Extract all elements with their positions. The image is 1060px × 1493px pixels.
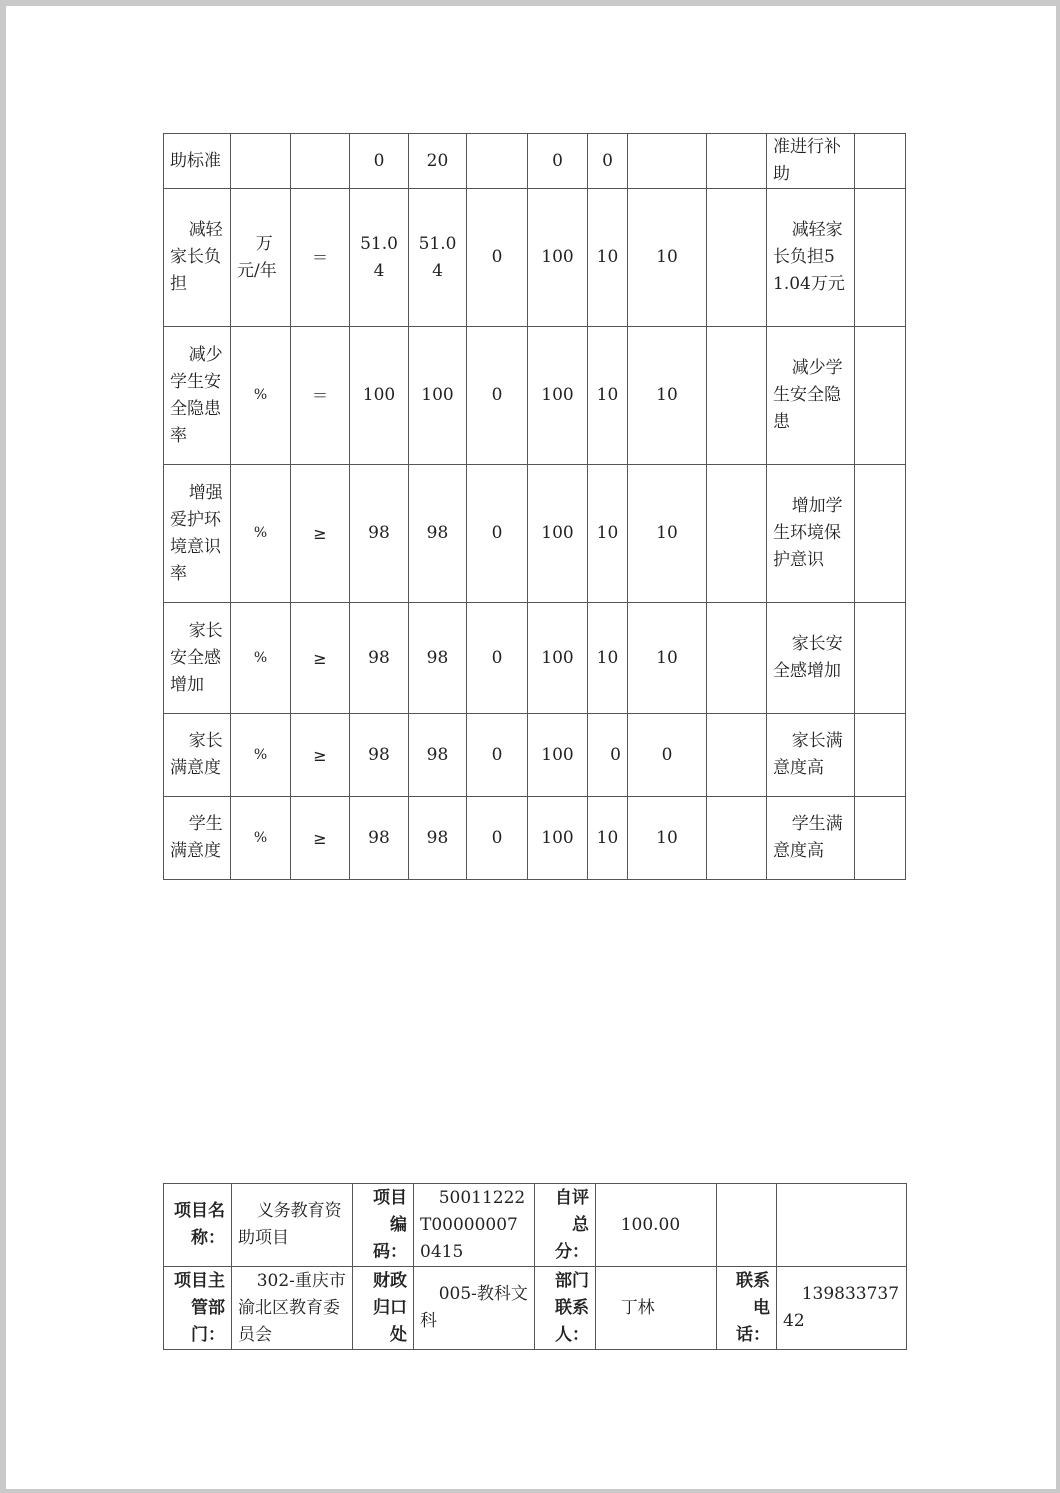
finance-value: 005-教科文科 bbox=[414, 1267, 535, 1350]
operator-cell: ＝ bbox=[291, 327, 350, 465]
blank-cell bbox=[707, 714, 767, 797]
unit-cell: % bbox=[231, 603, 291, 714]
operator-cell: ≥ bbox=[291, 465, 350, 603]
score-cell bbox=[628, 134, 707, 189]
remark-cell: 减少学生安全隐患 bbox=[767, 327, 855, 465]
remark-cell: 准进行补助 bbox=[767, 134, 855, 189]
document-page bbox=[6, 6, 1056, 1489]
operator-cell: ≥ bbox=[291, 603, 350, 714]
blank-cell bbox=[707, 603, 767, 714]
score-cell: 10 bbox=[628, 797, 707, 880]
deviation-cell bbox=[467, 134, 528, 189]
score-cell: 10 bbox=[628, 327, 707, 465]
table-row bbox=[164, 797, 906, 880]
target-value: 0 bbox=[350, 134, 409, 189]
blank-cell bbox=[855, 714, 906, 797]
table-row bbox=[164, 1184, 907, 1267]
project-name-label: 项目名称： bbox=[164, 1184, 232, 1267]
completion-rate: 100 bbox=[528, 714, 588, 797]
dept-label: 项目主管部门： bbox=[164, 1267, 232, 1350]
contact-value: 丁林 bbox=[596, 1267, 717, 1350]
target-value: 100 bbox=[350, 327, 409, 465]
target-value: 98 bbox=[350, 603, 409, 714]
indicator-name: 学生满意度 bbox=[164, 797, 231, 880]
indicator-name: 增强爱护环境意识率 bbox=[164, 465, 231, 603]
operator-cell: ≥ bbox=[291, 797, 350, 880]
unit-cell: % bbox=[231, 465, 291, 603]
deviation-cell: 0 bbox=[467, 714, 528, 797]
unit-cell: % bbox=[231, 797, 291, 880]
remark-cell: 减轻家长负担51.04万元 bbox=[767, 189, 855, 327]
remark-cell: 家长安全感增加 bbox=[767, 603, 855, 714]
blank-cell bbox=[855, 134, 906, 189]
unit-cell bbox=[231, 134, 291, 189]
project-code-label: 项目编码： bbox=[353, 1184, 414, 1267]
blank-cell bbox=[855, 797, 906, 880]
deviation-cell: 0 bbox=[467, 797, 528, 880]
weight-cell: 0 bbox=[588, 134, 628, 189]
actual-value: 98 bbox=[409, 603, 467, 714]
score-cell: 10 bbox=[628, 603, 707, 714]
blank-cell bbox=[855, 603, 906, 714]
blank-cell bbox=[707, 797, 767, 880]
self-score-value: 100.00 bbox=[596, 1184, 717, 1267]
blank-cell bbox=[707, 327, 767, 465]
weight-cell: 10 bbox=[588, 189, 628, 327]
operator-cell: ≥ bbox=[291, 714, 350, 797]
weight-cell: 0 bbox=[588, 714, 628, 797]
unit-cell: 万元/年 bbox=[231, 189, 291, 327]
weight-cell: 10 bbox=[588, 603, 628, 714]
score-cell: 10 bbox=[628, 465, 707, 603]
completion-rate: 100 bbox=[528, 603, 588, 714]
performance-indicator-table bbox=[163, 133, 906, 880]
table-row bbox=[164, 465, 906, 603]
remark-cell: 家长满意度高 bbox=[767, 714, 855, 797]
phone-label: 联系电话： bbox=[717, 1267, 777, 1350]
dept-value: 302-重庆市渝北区教育委员会 bbox=[232, 1267, 353, 1350]
project-info-table bbox=[163, 1183, 907, 1350]
table-row bbox=[164, 189, 906, 327]
self-score-label: 自评总分： bbox=[535, 1184, 596, 1267]
blank-cell bbox=[855, 327, 906, 465]
unit-cell: % bbox=[231, 327, 291, 465]
weight-cell: 10 bbox=[588, 465, 628, 603]
table-row bbox=[164, 603, 906, 714]
score-cell: 0 bbox=[628, 714, 707, 797]
phone-value: 13983373742 bbox=[777, 1267, 907, 1350]
indicator-name: 减轻家长负担 bbox=[164, 189, 231, 327]
completion-rate: 100 bbox=[528, 797, 588, 880]
target-value: 98 bbox=[350, 797, 409, 880]
operator-cell: ＝ bbox=[291, 189, 350, 327]
actual-value: 51.04 bbox=[409, 189, 467, 327]
indicator-name: 助标准 bbox=[164, 134, 231, 189]
completion-rate: 0 bbox=[528, 134, 588, 189]
deviation-cell: 0 bbox=[467, 327, 528, 465]
actual-value: 20 bbox=[409, 134, 467, 189]
actual-value: 98 bbox=[409, 465, 467, 603]
blank-cell bbox=[707, 189, 767, 327]
indicator-name: 家长安全感增加 bbox=[164, 603, 231, 714]
completion-rate: 100 bbox=[528, 189, 588, 327]
deviation-cell: 0 bbox=[467, 189, 528, 327]
blank-cell bbox=[855, 465, 906, 603]
weight-cell: 10 bbox=[588, 797, 628, 880]
score-cell: 10 bbox=[628, 189, 707, 327]
blank-cell bbox=[855, 189, 906, 327]
remark-cell: 增加学生环境保护意识 bbox=[767, 465, 855, 603]
finance-label: 财政归口处 bbox=[353, 1267, 414, 1350]
blank-cell bbox=[777, 1184, 907, 1267]
remark-cell: 学生满意度高 bbox=[767, 797, 855, 880]
blank-cell bbox=[707, 465, 767, 603]
deviation-cell: 0 bbox=[467, 465, 528, 603]
operator-cell bbox=[291, 134, 350, 189]
indicator-name: 家长满意度 bbox=[164, 714, 231, 797]
project-name-value: 义务教育资助项目 bbox=[232, 1184, 353, 1267]
actual-value: 98 bbox=[409, 797, 467, 880]
indicator-name: 减少学生安全隐患率 bbox=[164, 327, 231, 465]
contact-label: 部门联系人： bbox=[535, 1267, 596, 1350]
actual-value: 100 bbox=[409, 327, 467, 465]
completion-rate: 100 bbox=[528, 327, 588, 465]
deviation-cell: 0 bbox=[467, 603, 528, 714]
actual-value: 98 bbox=[409, 714, 467, 797]
table-row bbox=[164, 1267, 907, 1350]
unit-cell: % bbox=[231, 714, 291, 797]
target-value: 98 bbox=[350, 465, 409, 603]
table-row bbox=[164, 134, 906, 189]
completion-rate: 100 bbox=[528, 465, 588, 603]
blank-cell bbox=[717, 1184, 777, 1267]
project-code-value: 50011222T000000070415 bbox=[414, 1184, 535, 1267]
table-row bbox=[164, 714, 906, 797]
table-row bbox=[164, 327, 906, 465]
weight-cell: 10 bbox=[588, 327, 628, 465]
blank-cell bbox=[707, 134, 767, 189]
target-value: 98 bbox=[350, 714, 409, 797]
target-value: 51.04 bbox=[350, 189, 409, 327]
